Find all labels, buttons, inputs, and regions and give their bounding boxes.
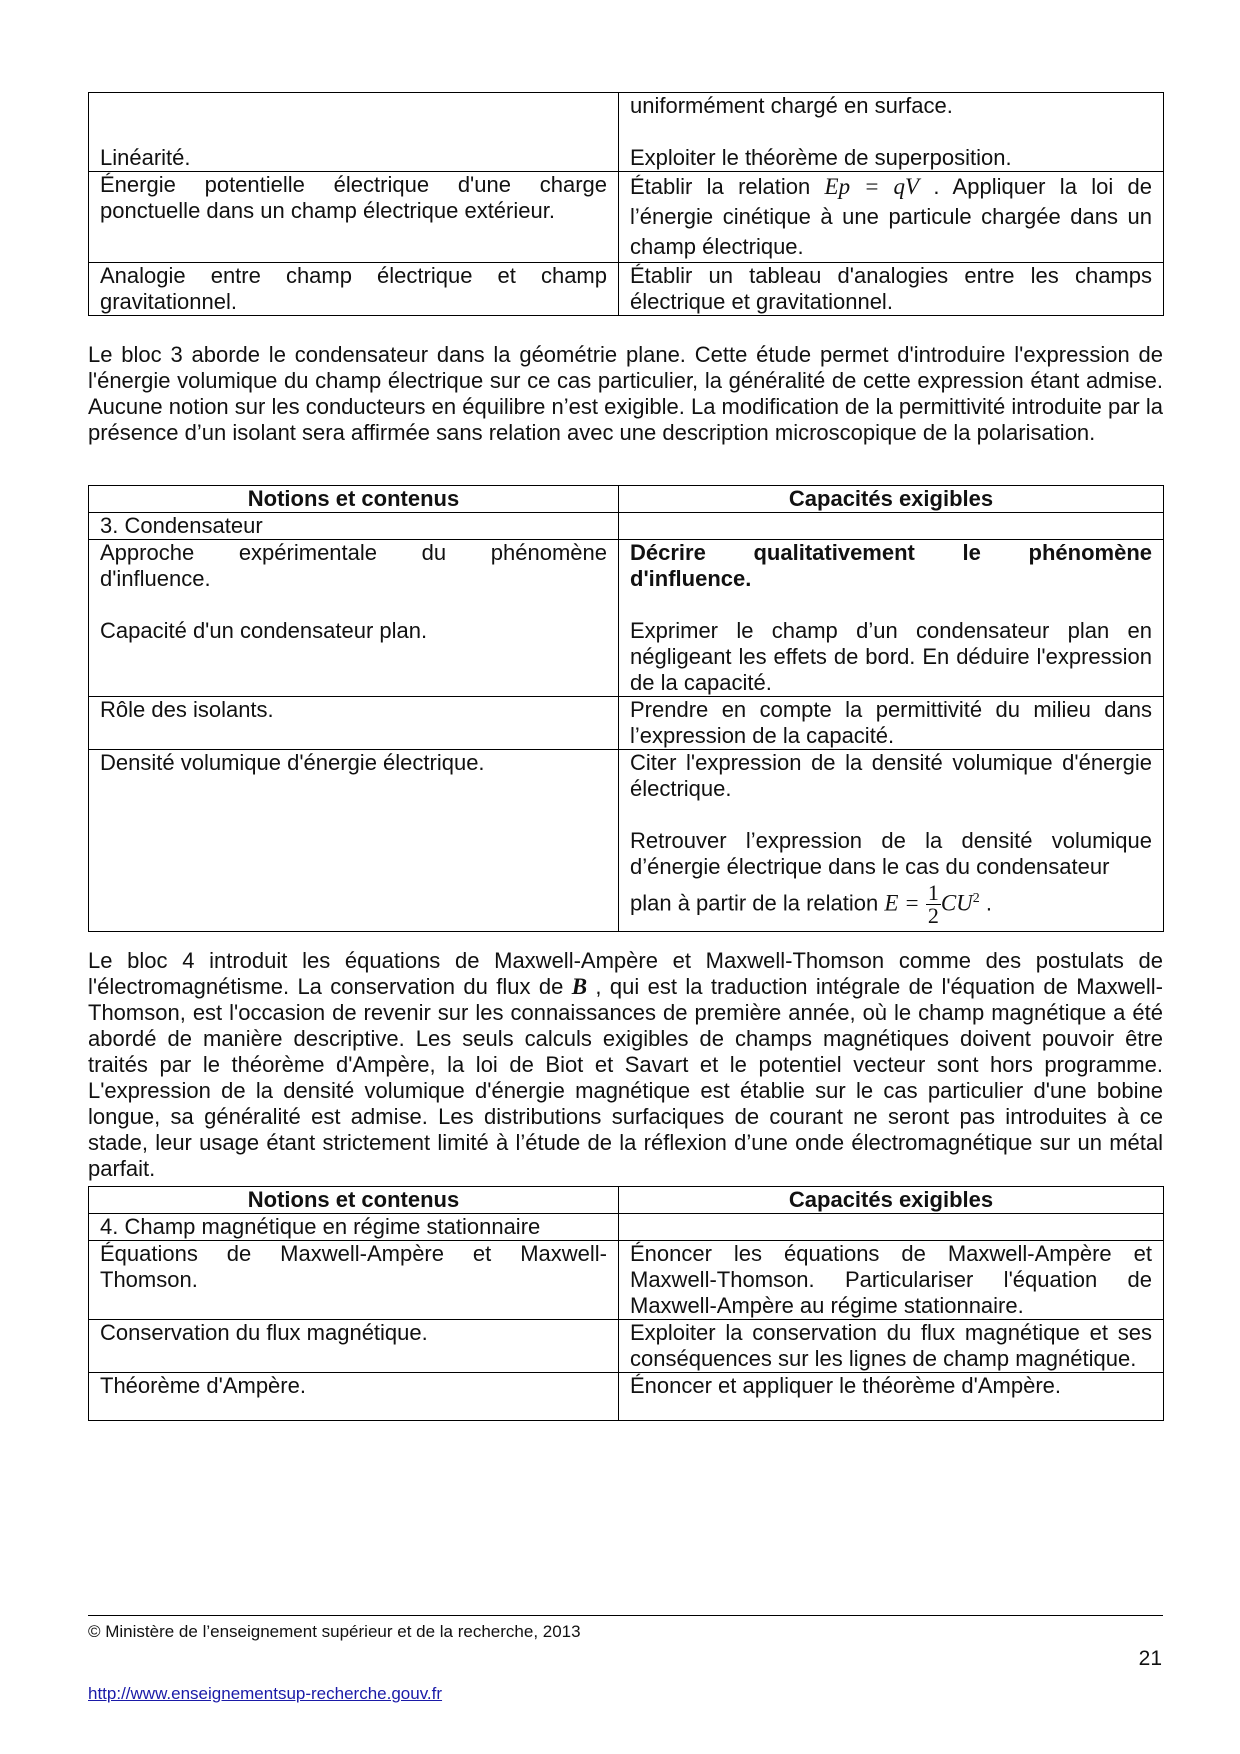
capacity-text: Retrouver l’expression de la densité volumique d’énergie électrique dans le cas du condensateur bbox=[630, 828, 1152, 879]
paragraph-text: Le bloc 4 introduit les équations de Maxwell-Ampère et Maxwell-Thomson comme des postulats de l'électromagnétisme. La conservation du flux de bbox=[88, 948, 1163, 999]
notion-text: Densité volumique d'énergie électrique. bbox=[100, 750, 485, 775]
capacity-text: uniformément chargé en surface. bbox=[630, 93, 953, 118]
paragraph-bloc3: Le bloc 3 aborde le condensateur dans la géométrie plane. Cette étude permet d'introduire l'expression de l'énergie volumique du champ électrique sur ce cas particulier, la généralité de cette expression étant admise. Aucune notion sur les conducteurs en équilibre n’est exigible. La modification de la permittivité introduite par la présence d’un isolant sera affirmée sans relation avec une description microscopique de la polarisation. bbox=[88, 342, 1163, 445]
notion-text: Équations de Maxwell-Ampère et Maxwell-Thomson. bbox=[100, 1241, 607, 1292]
table-row bbox=[89, 697, 1164, 750]
table-bloc2-continued bbox=[88, 92, 1164, 316]
table-row bbox=[89, 263, 1164, 316]
vector-b: B bbox=[571, 974, 588, 999]
footer-copyright: © Ministère de l’enseignement supérieur et de la recherche, 2013 bbox=[88, 1622, 581, 1641]
capacity-text: Établir un tableau d'analogies entre les champs électrique et gravitationnel. bbox=[630, 263, 1152, 314]
capacity-text: Exploiter la conservation du flux magnétique et ses conséquences sur les lignes de champ magnétique. bbox=[630, 1320, 1152, 1371]
page-number: 21 bbox=[1138, 1647, 1162, 1670]
notion-text: Théorème d'Ampère. bbox=[100, 1373, 306, 1398]
capacity-text: . Appliquer la loi de l’énergie cinétique à une particule chargée dans un champ électrique. bbox=[630, 174, 1153, 259]
header-notions: Notions et contenus bbox=[89, 486, 619, 513]
capacity-text: Énoncer et appliquer le théorème d'Ampère. bbox=[630, 1373, 1062, 1398]
formula-ep-qv: Ep = qV bbox=[824, 174, 920, 199]
table-row bbox=[89, 93, 1164, 172]
notion-text: Linéarité. bbox=[100, 145, 191, 170]
paragraph-text: , qui est la traduction intégrale de l'équation de Maxwell-Thomson, est l'occasion de revenir sur les connaissances de première année, où le champ magnétique a été abordé de manière descriptive. Les seuls calculs exigibles de champs magnétiques doivent pouvoir être traités par le théorème d'Ampère, la loi de Biot et Savart et le potentiel vecteur sont hors programme. L'expression de la densité volumique d'énergie magnétique est établie sur le cas particulier d'une bobine longue, sa généralité est admise. Les distributions surfaciques de courant ne seront pas introduites à ce stade, leur usage étant strictement limité à l’étude de la réflexion d’une onde électromagnétique sur un métal parfait. bbox=[88, 974, 1163, 1181]
footer-divider bbox=[88, 1615, 1163, 1616]
fraction-denominator: 2 bbox=[927, 903, 939, 928]
capacity-text: Établir la relation bbox=[630, 174, 825, 199]
notion-text: Rôle des isolants. bbox=[100, 697, 274, 722]
table-header-row bbox=[89, 486, 1164, 513]
capacity-text: plan à partir de la relation bbox=[630, 890, 885, 916]
capacity-text: Citer l'expression de la densité volumique d'énergie électrique. bbox=[630, 750, 1152, 801]
notion-text: Approche expérimentale du phénomène d'influence. bbox=[100, 540, 607, 591]
table-header-row bbox=[89, 1187, 1164, 1214]
capacity-text: Exprimer le champ d’un condensateur plan en négligeant les effets de bord. En déduire l'expression de la capacité. bbox=[630, 618, 1152, 695]
section-title: 3. Condensateur bbox=[89, 513, 619, 540]
section-row bbox=[89, 513, 1164, 540]
table-row bbox=[89, 1320, 1164, 1373]
table-row bbox=[89, 172, 1164, 263]
fraction-numerator: 1 bbox=[927, 880, 939, 905]
capacity-text: Énoncer les équations de Maxwell-Ampère et Maxwell-Thomson. Particulariser l'équation de Maxwell-Ampère au régime stationnaire. bbox=[630, 1241, 1152, 1318]
header-notions: Notions et contenus bbox=[89, 1187, 619, 1214]
footer-link[interactable]: http://www.enseignementsup-recherche.gouv.fr bbox=[88, 1684, 443, 1703]
paragraph-bloc4 bbox=[88, 948, 1163, 1182]
table-row: Densité volumique d'énergie électrique. Citer l'expression de la densité volumique d'énergie électrique. Retrouver l’expression de la densité volumique d’énergie électrique dans le cas du condensateur plan à partir de la relation E = $\frac{1}{2}$ $CU^2$ . bbox=[89, 750, 1164, 932]
table-row bbox=[89, 540, 1164, 697]
section-title: 4. Champ magnétique en régime stationnaire bbox=[89, 1214, 619, 1241]
table-row bbox=[89, 1373, 1164, 1421]
header-capacites: Capacités exigibles bbox=[619, 486, 1164, 513]
formula-rhs: CU bbox=[940, 890, 973, 916]
notion-text: Énergie potentielle électrique d'une charge ponctuelle dans un champ électrique extérieur. bbox=[100, 172, 607, 223]
formula-lhs: E = bbox=[884, 890, 920, 916]
formula-exponent: 2 bbox=[972, 890, 980, 906]
notion-text: Capacité d'un condensateur plan. bbox=[100, 618, 428, 643]
table-bloc3 bbox=[88, 485, 1164, 932]
section-row bbox=[89, 1214, 1164, 1241]
notion-text: Analogie entre champ électrique et champ gravitationnel. bbox=[100, 263, 607, 314]
capacity-text: Décrire qualitativement le phénomène d'influence. bbox=[630, 540, 1152, 591]
capacity-text: Exploiter le théorème de superposition. bbox=[630, 145, 1012, 170]
notion-text: Conservation du flux magnétique. bbox=[100, 1320, 428, 1345]
table-row bbox=[89, 1241, 1164, 1320]
fraction-one-half bbox=[926, 882, 941, 927]
capacity-text: Prendre en compte la permittivité du milieu dans l’expression de la capacité. bbox=[630, 697, 1152, 748]
header-capacites: Capacités exigibles bbox=[619, 1187, 1164, 1214]
table-bloc4 bbox=[88, 1186, 1164, 1421]
